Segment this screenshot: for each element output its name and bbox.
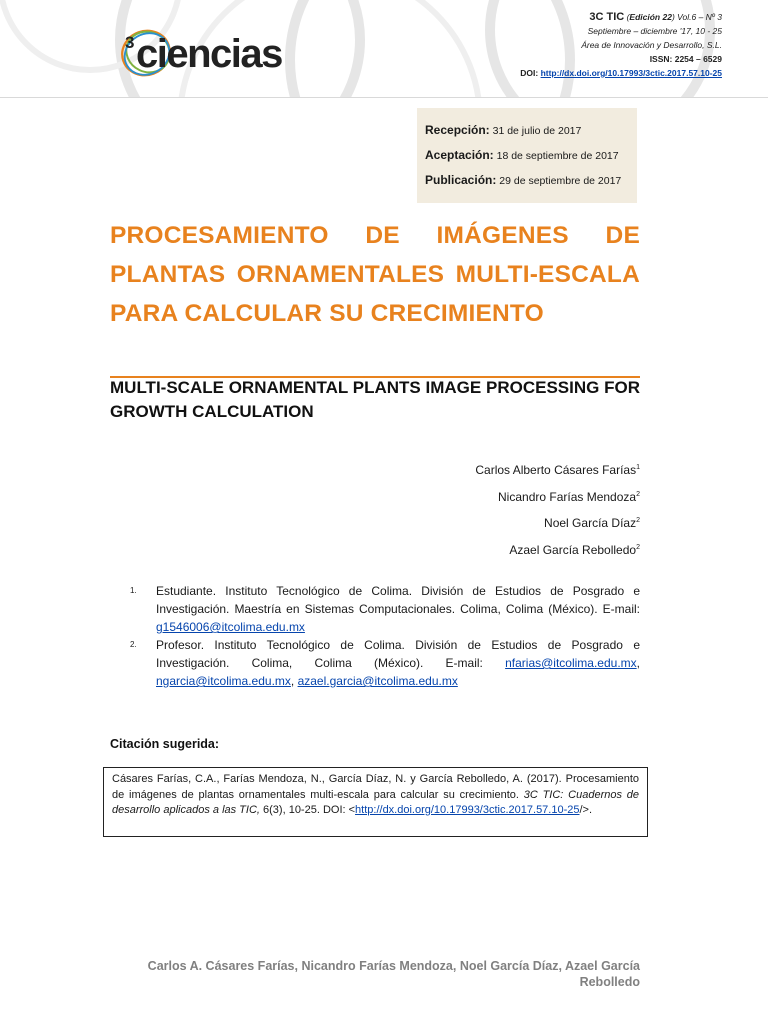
journal-title: 3C TIC [589, 11, 625, 23]
logo-wordmark: ciencias [136, 32, 282, 76]
author-2: Nicandro Farías Mendoza$^2$ [498, 489, 640, 504]
email-link-1[interactable]: g1546006@itcolima.edu.mx [156, 620, 305, 634]
journal-issn: ISSN: 2254 – 6529 [649, 54, 722, 64]
author-1: Carlos Alberto Cásares Farías$^1$ [475, 463, 640, 477]
doi-link[interactable]: http://dx.doi.org/10.17993/3ctic.2017.57.10-25 [540, 68, 722, 78]
journal-info: 3C TIC (Edición 22) Vol.6 – Nº 3 Septiembre – diciembre '17, 10 - 25 Área de Innovación y Desarrollo, S.L. ISSN: 2254 – 6529 DOI: http://dx.doi.org/10.17993/3ctic.2017.57.10-25 [520, 11, 722, 78]
affiliations [130, 582, 640, 690]
reception-date: Recepción: 31 de julio de 2017 [425, 123, 582, 137]
doi-label: DOI: [520, 68, 539, 78]
acceptance-date: Aceptación: 18 de septiembre de 2017 [425, 148, 619, 162]
3ciencias-logo [118, 20, 293, 84]
journal-publisher: Área de Innovación y Desarrollo, S.L. [581, 40, 722, 50]
citation-label: Citación sugerida: [110, 737, 220, 751]
affiliation-1: 1. Estudiante. Instituto Tecnológico de Colima. División de Estudios de Posgrado e Investigación. Maestría en Sistemas Computacionales. Colima, Colima (México). E-mail: g1546006@itcolima.edu.mx [130, 584, 640, 634]
email-link-3[interactable]: ngarcia@itcolima.edu.mx [156, 674, 291, 688]
journal-edition: Edición 22 [629, 12, 672, 22]
email-link-4[interactable]: azael.garcia@itcolima.edu.mx [297, 674, 458, 688]
citation-box: Cásares Farías, C.A., Farías Mendoza, N., García Díaz, N. y García Rebolledo, A. (2017). Procesamiento de imágenes de plantas ornamentales multi-escala para calcular su crecimiento. 3C TIC: Cuadernos de desarrollo aplicados a las TIC, 6(3), 10-25. DOI: <http://dx.doi.org/10.17993/3ctic.2017.57.10-25/>. [103, 767, 648, 837]
logo-superscript: 3 [125, 33, 135, 52]
running-footer-authors: Carlos A. Cásares Farías, Nicandro Farías Mendoza, Noel García Díaz, Azael García Rebolledo [147, 959, 640, 989]
author-list [475, 456, 640, 562]
affiliation-2: 2. Profesor. Instituto Tecnológico de Colima. División de Estudios de Posgrado e Investigación. Colima, Colima (México). E-mail: nfarias@itcolima.edu.mx, ngarcia@itcolima.edu.mx, azael.garcia@itcolima.edu.mx [130, 638, 640, 688]
author-3: Noel García Díaz$^2$ [544, 516, 640, 530]
article-title-spanish: PROCESAMIENTO DE IMÁGENES DE PLANTAS ORNAMENTALES MULTI-ESCALA PARA CALCULAR SU CRECIMIENTO [110, 222, 640, 327]
article-title-english: MULTI-SCALE ORNAMENTAL PLANTS IMAGE PROCESSING FOR GROWTH CALCULATION [110, 378, 640, 421]
author-4: Azael García Rebolledo$^2$ [509, 542, 640, 557]
email-link-2[interactable]: nfarias@itcolima.edu.mx [505, 656, 637, 670]
journal-header [0, 0, 768, 98]
journal-volume: Vol.6 – Nº 3 [677, 12, 722, 22]
citation-doi-link[interactable]: http://dx.doi.org/10.17993/3ctic.2017.57.10-25 [355, 804, 580, 816]
journal-period: Septiembre – diciembre '17, 10 - 25 [587, 26, 722, 36]
publication-dates-box [417, 108, 637, 203]
publication-date: Publicación: 29 de septiembre de 2017 [425, 173, 622, 187]
